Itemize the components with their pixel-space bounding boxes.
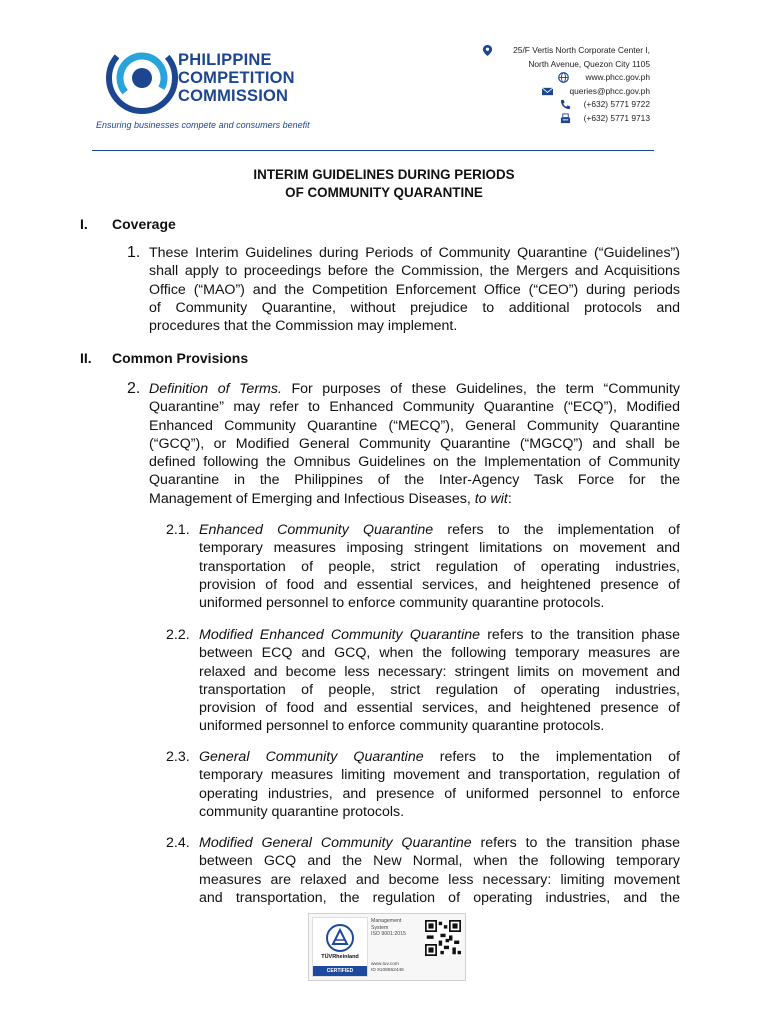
text-line: shall apply to proceedings before the Commission, the Mergers and Acquisitions (149, 263, 680, 280)
paragraph-2 (127, 380, 680, 508)
iso-certification-badge (308, 913, 466, 981)
text-line: General Community Quarantine refers to the implementation of (199, 749, 680, 765)
defined-term: General Community Quarantine (199, 749, 424, 765)
phone-row (470, 98, 650, 112)
qr-code-icon (425, 920, 461, 956)
text-line: and transportation, the regulation of operating industries, and the (199, 889, 680, 906)
header-divider (92, 150, 654, 151)
address-row (470, 44, 650, 58)
defined-term: Modified Enhanced Community Quarantine (199, 627, 481, 643)
text-line: Quarantine” may refer to Enhanced Community Quarantine (“ECQ”), Modified (149, 399, 680, 416)
text-line: uniformed personnel to enforce community quarantine protocols. (199, 718, 605, 735)
text-line: provision of food and essential services, and heightened presence of (199, 576, 680, 593)
text-line: uniformed personnel to enforce community quarantine protocols. (199, 595, 605, 612)
certified-band: CERTIFIED (313, 966, 367, 976)
text-line: Enhanced Community Quarantine refers to the implementation of (199, 522, 680, 538)
organization-name (178, 51, 378, 105)
text-line: Enhanced Community Quarantine (“MECQ”), General Community Quarantine (149, 417, 680, 434)
text-line: transportation of people, strict regulation of operating industries, (199, 681, 680, 698)
fax-row (470, 112, 650, 126)
text-line: operating industries, and presence of uniformed personnel to enforce (199, 785, 680, 802)
section-number: I. (80, 216, 88, 232)
text-line: between ECQ and GCQ, when the following temporary measures are (199, 645, 680, 662)
tuv-seal-name: TÜVRheinland (321, 954, 359, 960)
sub-item-2-4 (166, 834, 680, 907)
contact-block (470, 44, 650, 125)
text-line: measures are relaxed and become less necessary: limiting movement (199, 871, 680, 888)
certification-label: Management System ISO 9001:2015 (371, 918, 406, 938)
sub-item-2-3 (166, 748, 680, 821)
defined-term: Modified General Community Quarantine (199, 835, 472, 851)
text-line: Modified General Community Quarantine refers to the transition phase (199, 835, 680, 851)
website-link[interactable]: www.phcc.gov.ph (585, 72, 650, 82)
envelope-icon (542, 86, 553, 97)
text-line: procedures that the Commission may implement. (149, 318, 458, 335)
text-line: community quarantine protocols. (199, 803, 405, 820)
text-line: (“GCQ”), or Modified General Community Quarantine (“MGCQ”) and shall be (149, 435, 680, 452)
title-line-1: INTERIM GUIDELINES DURING PERIODS (253, 167, 515, 182)
fax-number: (+632) 5771 9713 (583, 112, 650, 123)
text-line: between GCQ and the New Normal, when the following temporary (199, 853, 680, 870)
org-name-line-3: COMMISSION (178, 87, 289, 105)
title-line-2: OF COMMUNITY QUARANTINE (285, 185, 483, 200)
sub-item-2-1 (166, 521, 680, 612)
section-number: II. (80, 350, 92, 366)
fax-icon (560, 113, 571, 124)
text-line: defined following the Omnibus Guidelines on the Implementation of Community (149, 454, 680, 471)
text-line: temporary measures imposing stringent limitations on movement and (199, 540, 680, 557)
certification-reference: www.tuv.com ID 9108652446 (371, 962, 404, 973)
globe-icon (558, 72, 569, 83)
defined-term: Definition of Terms. (149, 381, 282, 397)
sub-item-number: 2.4. (166, 835, 190, 851)
paragraph-number: 2. (127, 380, 141, 397)
text-line: These Interim Guidelines during Periods of Community Quarantine (“Guidelines”) (149, 245, 680, 261)
text-line: transportation of people, strict regulation of operating industries, (199, 558, 680, 575)
text-line: relaxed and become less necessary: stringent limits on movement and (199, 663, 680, 680)
paragraph-1 (127, 244, 680, 335)
org-name-line-2: COMPETITION (178, 69, 295, 87)
section-title: Common Provisions (112, 350, 249, 366)
phcc-logo-icon (104, 40, 180, 116)
tagline: Ensuring businesses compete and consumers benefit (96, 120, 310, 130)
address-line-1: 25/F Vertis North Corporate Center I, (513, 45, 650, 55)
website-row (470, 71, 650, 85)
text-line: Management of Emerging and Infectious Diseases, to wit: (149, 490, 512, 507)
tuv-seal (312, 917, 368, 977)
paragraph-number: 1. (127, 244, 141, 261)
address-row-2 (470, 58, 650, 72)
text-line: provision of food and essential services, and heightened presence of (199, 700, 680, 717)
email-link[interactable]: queries@phcc.gov.ph (569, 85, 650, 96)
text-line: Modified Enhanced Community Quarantine refers to the transition phase (199, 627, 680, 643)
sub-item-number: 2.2. (166, 627, 190, 643)
section-coverage-heading (80, 215, 176, 233)
defined-term: Enhanced Community Quarantine (199, 522, 434, 538)
text-line: of Community Quarantine, without prejudice to additional protocols and (149, 299, 680, 316)
tuv-triangle-icon (326, 924, 354, 952)
location-pin-icon (482, 45, 493, 56)
org-name-line-1: PHILIPPINE (178, 51, 272, 69)
text-line: Office (“MAO”) and the Competition Enforcement Office (“CEO”) during periods (149, 281, 680, 298)
section-title: Coverage (112, 216, 176, 232)
section-common-provisions-heading (80, 349, 248, 367)
text-line: Quarantine in the Philippines of the Inter-Agency Task Force for the (149, 472, 680, 489)
sub-item-number: 2.1. (166, 522, 190, 538)
phone-number: (+632) 5771 9722 (583, 99, 650, 109)
email-row (470, 85, 650, 99)
phone-icon (560, 99, 571, 110)
address-line-2: North Avenue, Quezon City 1105 (528, 58, 650, 69)
text-line: temporary measures limiting movement and transportation, regulation of (199, 767, 680, 784)
text-line: Definition of Terms. For purposes of these Guidelines, the term “Community (149, 381, 680, 397)
sub-item-2-2 (166, 626, 680, 736)
document-title (0, 166, 768, 202)
sub-item-number: 2.3. (166, 749, 190, 765)
